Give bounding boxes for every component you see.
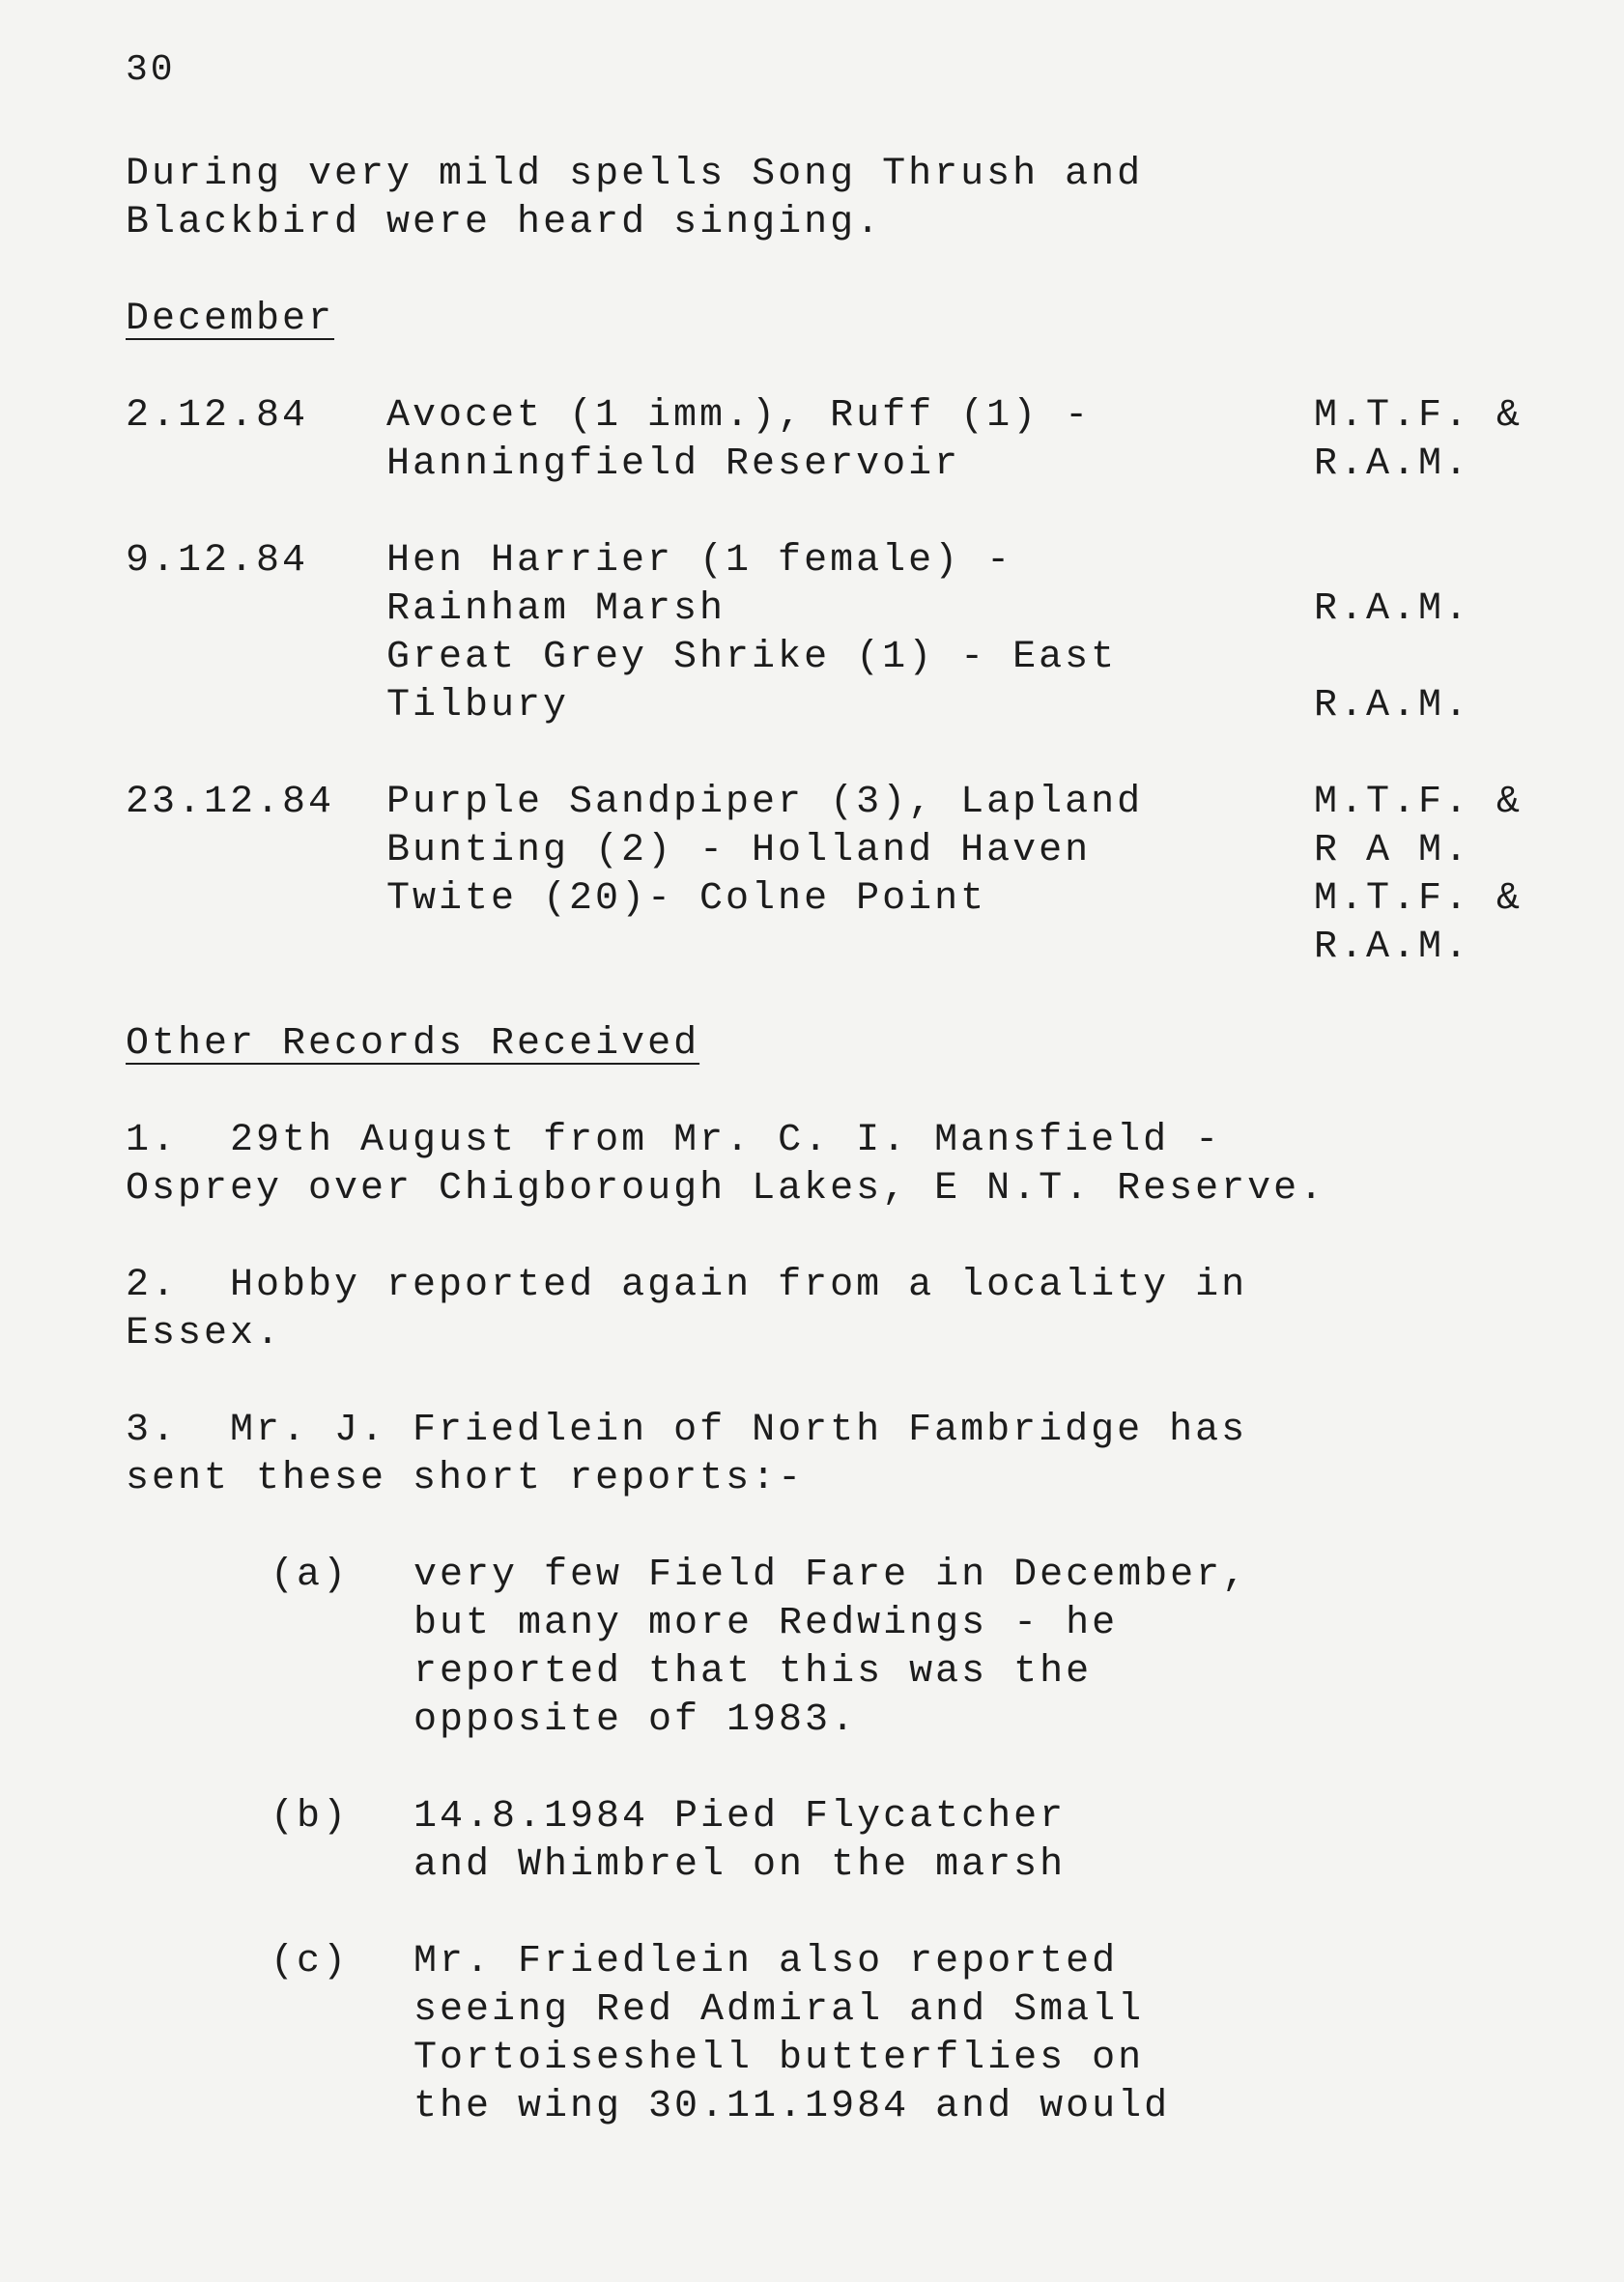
sub-item-line: the wing 30.11.1984 and would bbox=[413, 2085, 1171, 2128]
record-line: 3. Mr. J. Friedlein of North Fambridge has bbox=[126, 1409, 1248, 1452]
intro-line-2: Blackbird were heard singing. bbox=[126, 201, 883, 244]
entry-observer: R A M. bbox=[1314, 829, 1471, 872]
entry-date: 9.12.84 bbox=[126, 539, 309, 583]
sub-item-line: reported that this was the bbox=[413, 1650, 1093, 1694]
entry-line: Bunting (2) - Holland Haven bbox=[386, 829, 1092, 872]
section-heading-other-records: Other Records Received bbox=[126, 1022, 700, 1066]
sub-item-line: and Whimbrel on the marsh bbox=[413, 1843, 1067, 1887]
entry-line: Avocet (1 imm.), Ruff (1) - bbox=[386, 394, 1092, 438]
sub-item-label: (a) bbox=[271, 1554, 350, 1597]
record-line: Osprey over Chigborough Lakes, E N.T. Reserve. bbox=[126, 1167, 1326, 1211]
sub-item-label: (b) bbox=[271, 1795, 350, 1839]
entry-date: 2.12.84 bbox=[126, 394, 309, 438]
sub-item-line: 14.8.1984 Pied Flycatcher bbox=[413, 1795, 1067, 1839]
entry-observer: M.T.F. & bbox=[1314, 781, 1524, 824]
record-line: sent these short reports:- bbox=[126, 1457, 805, 1500]
page-number: 30 bbox=[126, 49, 176, 91]
intro-line-1: During very mild spells Song Thrush and bbox=[126, 153, 1144, 196]
entry-observer: R.A.M. bbox=[1314, 926, 1471, 969]
record-line: 1. 29th August from Mr. C. I. Mansfield - bbox=[126, 1119, 1222, 1162]
entry-line: Great Grey Shrike (1) - East bbox=[386, 636, 1118, 679]
entry-date: 23.12.84 bbox=[126, 781, 335, 824]
entry-line: Hen Harrier (1 female) - bbox=[386, 539, 1013, 583]
sub-item-line: Mr. Friedlein also reported bbox=[413, 1940, 1119, 1983]
entry-observer: R.A.M. bbox=[1314, 684, 1471, 727]
sub-item-label: (c) bbox=[271, 1940, 350, 1983]
record-line: Essex. bbox=[126, 1312, 283, 1355]
entry-line: Rainham Marsh bbox=[386, 587, 727, 631]
sub-item-line: opposite of 1983. bbox=[413, 1698, 858, 1742]
entry-line: Tilbury bbox=[386, 684, 570, 727]
sub-item-line: but many more Redwings - he bbox=[413, 1602, 1119, 1645]
entry-observer: M.T.F. & bbox=[1314, 394, 1524, 438]
entry-line: Purple Sandpiper (3), Lapland bbox=[386, 781, 1144, 824]
entry-line: Hanningfield Reservoir bbox=[386, 442, 961, 486]
entry-observer: R.A.M. bbox=[1314, 587, 1471, 631]
sub-item-line: seeing Red Admiral and Small bbox=[413, 1988, 1145, 2032]
entry-observer: R.A.M. bbox=[1314, 442, 1471, 486]
sub-item-line: very few Field Fare in December, bbox=[413, 1554, 1249, 1597]
entry-line: Twite (20)- Colne Point bbox=[386, 877, 987, 921]
record-line: 2. Hobby reported again from a locality in bbox=[126, 1264, 1248, 1307]
section-heading-december: December bbox=[126, 298, 335, 341]
sub-item-line: Tortoiseshell butterflies on bbox=[413, 2037, 1145, 2080]
entry-observer: M.T.F. & bbox=[1314, 877, 1524, 921]
